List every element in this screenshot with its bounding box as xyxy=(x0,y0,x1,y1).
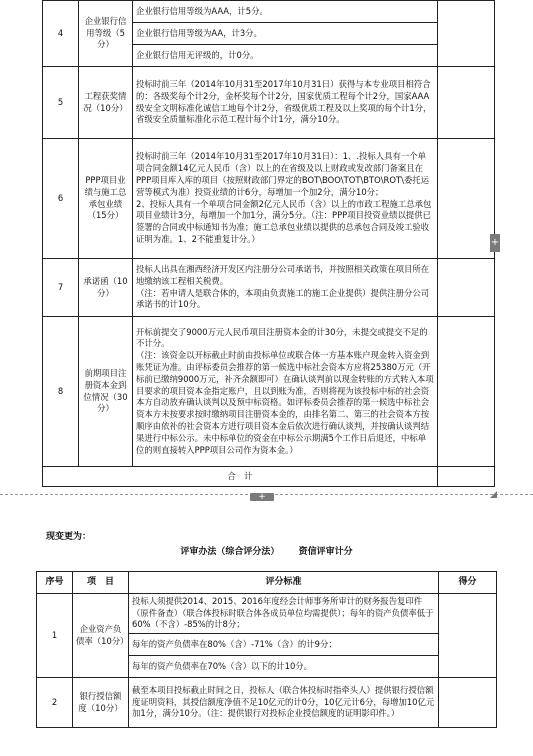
table-row xyxy=(43,1,495,23)
table-row xyxy=(37,594,497,634)
table-row xyxy=(43,67,495,139)
resize-handle-icon[interactable] xyxy=(490,491,497,498)
row-score-cell xyxy=(438,67,495,139)
row-criteria xyxy=(133,139,438,259)
row-item: 前期项目注册资本金到位情况（30分） xyxy=(79,317,133,467)
row-score-cell xyxy=(439,594,497,678)
total-label: 合 计 xyxy=(43,467,438,487)
total-row xyxy=(43,467,495,487)
table-row xyxy=(43,317,495,467)
row-number: 1 xyxy=(37,594,73,678)
side-expand-button[interactable]: + xyxy=(490,234,500,252)
row-criteria xyxy=(133,259,438,317)
row-number: 5 xyxy=(43,67,79,139)
row-number: 8 xyxy=(43,317,79,467)
expand-button[interactable]: + xyxy=(250,493,274,501)
row-criteria: 企业银行信用等级为AA，计3分。 xyxy=(133,23,438,45)
row-item: 工程获奖情况（10分） xyxy=(79,67,133,139)
row-criteria xyxy=(133,317,438,467)
header-no: 序号 xyxy=(37,572,73,594)
top-score-table xyxy=(42,0,495,487)
row-number: 2 xyxy=(37,678,73,728)
row-number: 6 xyxy=(43,139,79,259)
criteria-line: （注：若申请人是联合体的，本项由负责施工的施工企业提供）提供注册分公司承诺书的计10分。 xyxy=(136,287,430,310)
row-score-cell xyxy=(438,317,495,467)
row-item: 承诺函（10分） xyxy=(79,259,133,317)
criteria-line: 投标时前三年（2014年10月31至2017年10月31日）：1、.投标人具有一个单项合同金额14亿元人民币（含）以上的在省级及以上财政或发改部门备案且在PPP项目库入库的项目（按照财政部门界定的BOT\BOO\TOT\BTO\ROT\委托运营等模式为准）投资业绩的计6分，每增加一个加2分，满分10分； xyxy=(136,151,430,197)
row-criteria: 企业银行信用无评级的，计0分。 xyxy=(133,45,438,67)
row-score-cell xyxy=(438,139,495,259)
row-score-cell xyxy=(439,678,497,728)
header-item: 项 目 xyxy=(73,572,129,594)
row-number: 4 xyxy=(43,1,79,67)
row-number: 7 xyxy=(43,259,79,317)
method-title: 评审办法（综合评分法） xyxy=(180,547,280,557)
row-item: 银行授信额度（10分） xyxy=(73,678,129,728)
table-row xyxy=(37,678,497,728)
row-item: 企业资产负债率（10分） xyxy=(73,594,129,678)
table-header-row xyxy=(37,572,497,594)
row-criteria: 投标人须提供2014、2015、2016年度经会计师事务所审计的财务报告复印件（原件备查）（联合体投标时联合体各成员单位均需提供）；每年的资产负债率低于60%（不含）-85%的计8分； xyxy=(129,594,439,634)
row-criteria: 企业银行信用等级为AAA，计5分。 xyxy=(133,1,438,23)
row-criteria: 投标时前三年（2014年10月31至2017年10月31日）获得与本专业项目相符合的：各级奖每个计2分，金杯奖每个计2分，国家优质工程每个计2分，国家AAA级安全文明标准化诚信工地每个计2分，省级优质工程及以上奖项的每个计1分，省级安全质量标准化示范工程计每个计1分，满分10分。 xyxy=(133,67,438,139)
section-subtitle: 资信评审计分 xyxy=(298,547,353,557)
row-score-cell xyxy=(438,259,495,317)
row-criteria: 每年的资产负债率在80%（含）-71%（含）的计9分； xyxy=(129,634,439,656)
header-score: 得分 xyxy=(439,572,497,594)
total-score-cell xyxy=(438,467,495,487)
criteria-line: 2、投标人具有一个单项合同金额2亿元人民币（含）以上的市政工程施工总承包项目业绩计3分，每增加一个加1分，满分5分。（注：PPP项目投资业绩以提供已签署的合同或中标通知书为准；施工总承包业绩以提供的总承包合同及竣工验收证明为准。1、2不能重复计分。） xyxy=(136,198,432,244)
table-row xyxy=(43,259,495,317)
table-row xyxy=(43,139,495,259)
row-criteria: 每年的资产负债率在70%（含）以下的计10分。 xyxy=(129,656,439,678)
section-title xyxy=(0,544,533,557)
criteria-line: 投标人出具在湘西经济开发区内注册分公司承诺书，并按照相关政策在项目所在地缴纳该工程相关税费。 xyxy=(136,263,430,286)
criteria-line: （注：该资金以开标截止时前由投标单位或联合体一方基本账户现金转入资金到账凭证为准。由评标委员会推荐的第一候选中标社会资本方应将25380万元（开标前已缴纳9000万元，补齐余额即可）在确认谈判前以现金转账的方式转入本项目要求的项目资本金指定账户，且以到账为准，否则将视为该投标中标的社会资本方自动放弃确认谈判以及预中标资格。如评标委员会推荐的第一候选中标社会资本方未按要求按时缴纳项目注册资本金的，由排名第二、第三的社会资本方按顺序由依补的社会资本方进行项目资本金后依次进行确认谈判，并按确认谈判结果进行中标公示。未中标单位的资金在中标公示期满5个工作日后退还，中标单位的则直接转入PPP项目公司作为资本金。） xyxy=(136,350,434,455)
header-criteria: 评分标准 xyxy=(129,572,439,594)
row-score-cell xyxy=(438,1,495,67)
criteria-line: 开标前提交了9000万元人民币项目注册资本金的计30分，未提交或提交不足的不计分。 xyxy=(136,326,428,349)
row-criteria: 截至本项目投标截止时间之日，投标人（联合体投标时指牵头人）提供银行授信额度证明资料，其授信额度净值不足10亿元的计0分，10亿元计6分，每增加10亿元加1分，满分10分。（注：提供银行对投标企业授信额度的证明影印件。） xyxy=(129,678,439,728)
bottom-score-table xyxy=(36,571,497,728)
change-label: 现变更为： xyxy=(46,532,92,542)
row-item: 企业银行信用等级（5分） xyxy=(79,1,133,67)
row-item: PPP项目业绩与施工总承包业绩（15分） xyxy=(79,139,133,259)
